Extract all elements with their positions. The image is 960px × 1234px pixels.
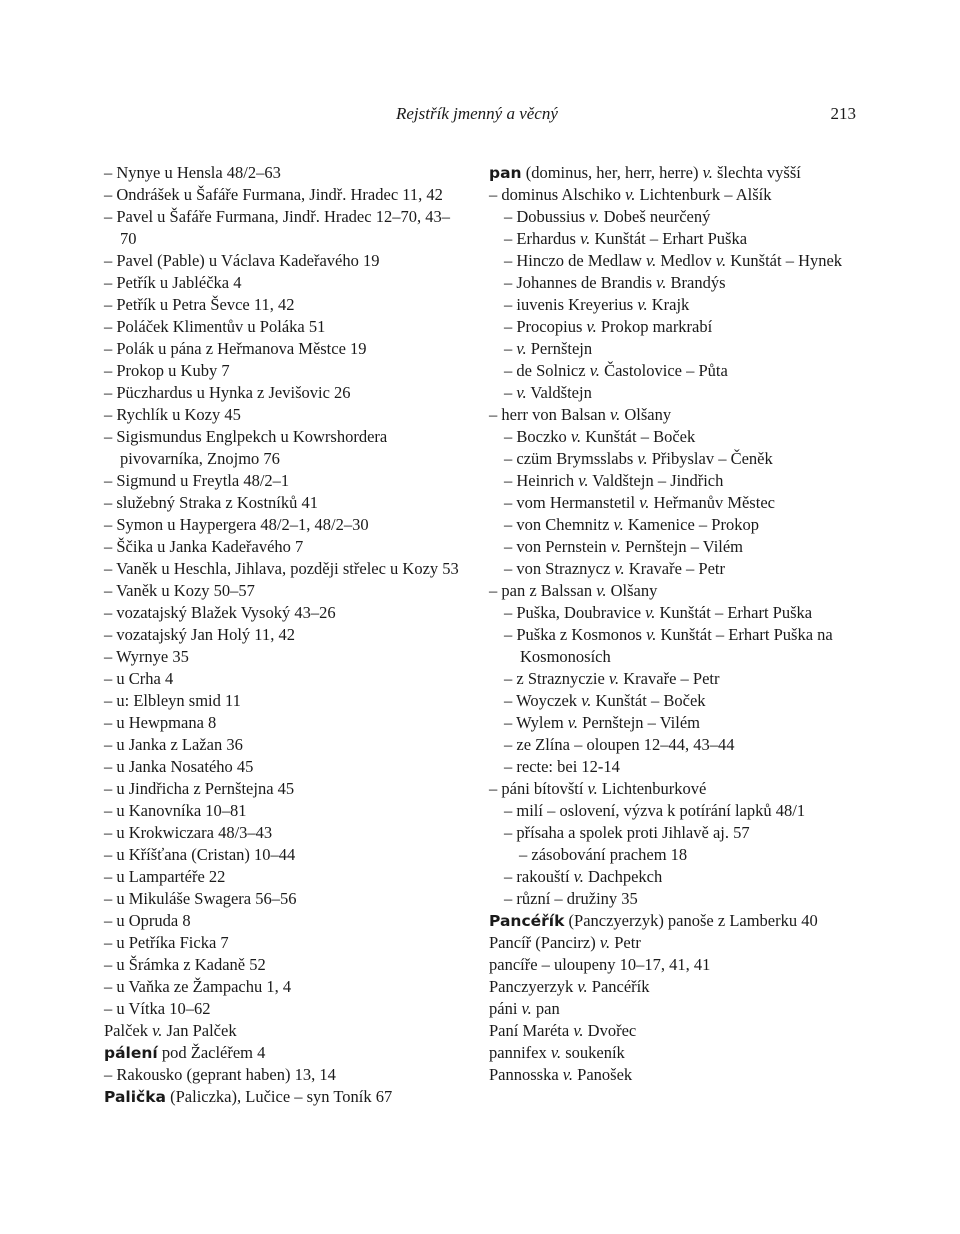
entry-text: pod Žacléřem 4	[157, 1043, 266, 1062]
index-entry	[104, 1086, 464, 1108]
index-entry	[504, 382, 859, 404]
index-entry	[104, 382, 464, 404]
index-entry	[504, 206, 859, 228]
index-entry	[504, 888, 859, 910]
entry-text: – Petřík u Petra Ševce 11, 42	[104, 295, 295, 314]
index-entry	[104, 690, 464, 712]
entry-text: páni v. pan	[489, 999, 560, 1018]
index-entry	[504, 690, 859, 712]
index-entry	[504, 624, 859, 668]
entry-text: – u Janka z Lažan 36	[104, 735, 243, 754]
entry-text: – de Solnicz v. Častolovice – Půta	[504, 361, 728, 380]
index-entry	[504, 536, 859, 558]
entry-text: – Woyczek v. Kunštát – Boček	[504, 691, 706, 710]
entry-text: – dominus Alschiko v. Lichtenburk – Alšík	[489, 185, 772, 204]
index-entry	[489, 1064, 859, 1086]
entry-text: – u Jindřicha z Pernštejna 45	[104, 779, 295, 798]
entry-text: – u: Elbleyn smid 11	[104, 691, 241, 710]
entry-text: – Puška z Kosmonos v. Kunštát – Erhart Puška na Kosmonosích	[504, 625, 833, 666]
entry-text: – u Lampartéře 22	[104, 867, 226, 886]
entry-text: Panczyerzyk v. Pancéřík	[489, 977, 650, 996]
index-entry	[104, 536, 464, 558]
entry-text: – pan z Balssan v. Olšany	[489, 581, 658, 600]
index-entry	[104, 932, 464, 954]
entry-text: – Erhardus v. Kunštát – Erhart Puška	[504, 229, 748, 248]
index-entry	[504, 822, 859, 844]
entry-text: (Paliczka), Lučice – syn Toník 67	[166, 1087, 393, 1106]
entry-text: – Prokop u Kuby 7	[104, 361, 230, 380]
index-entry	[504, 602, 859, 624]
entry-text: – služebný Straka z Kostníků 41	[104, 493, 319, 512]
index-entry	[104, 668, 464, 690]
entry-text: – vom Hermanstetil v. Heřmanův Městec	[504, 493, 775, 512]
entry-text: – vozatajský Jan Holý 11, 42	[104, 625, 295, 644]
entry-text: Palček v. Jan Palček	[104, 1021, 237, 1040]
index-entry	[104, 624, 464, 646]
index-entry	[104, 602, 464, 624]
entry-text: – u Krokwiczara 48/3–43	[104, 823, 273, 842]
entry-text: – Dobussius v. Dobeš neurčený	[504, 207, 711, 226]
index-entry	[504, 712, 859, 734]
index-entry	[104, 734, 464, 756]
entry-text: – Vaněk u Kozy 50–57	[104, 581, 255, 600]
entry-text: – Sigmund u Freytla 48/2–1	[104, 471, 290, 490]
entry-text: – u Crha 4	[104, 669, 174, 688]
index-entry	[104, 162, 464, 184]
entry-text: – Ščika u Janka Kadeřavého 7	[104, 537, 304, 556]
index-entry	[504, 558, 859, 580]
entry-text: Paní Maréta v. Dvořec	[489, 1021, 637, 1040]
entry-text: – herr von Balsan v. Olšany	[489, 405, 672, 424]
index-entry	[104, 492, 464, 514]
index-entry	[504, 448, 859, 470]
index-entry	[489, 976, 859, 998]
index-entry	[504, 294, 859, 316]
index-entry	[504, 668, 859, 690]
entry-text: – Boczko v. Kunštát – Boček	[504, 427, 696, 446]
index-entry	[489, 1042, 859, 1064]
entry-text: – u Janka Nosatého 45	[104, 757, 254, 776]
index-entry	[104, 866, 464, 888]
entry-text: – iuvenis Kreyerius v. Krajk	[504, 295, 690, 314]
index-entry	[104, 272, 464, 294]
entry-text: – Johannes de Brandis v. Brandýs	[504, 273, 726, 292]
index-entry	[104, 294, 464, 316]
index-entry	[489, 404, 859, 426]
index-entry	[104, 558, 464, 580]
index-entry	[104, 514, 464, 536]
index-entry	[489, 184, 859, 206]
index-entry	[504, 250, 859, 272]
index-entry	[104, 998, 464, 1020]
index-entry	[504, 470, 859, 492]
entry-text: Pannosska v. Panošek	[489, 1065, 633, 1084]
entry-text: – von Pernstein v. Pernštejn – Vilém	[504, 537, 744, 556]
entry-text: – Wylem v. Pernštejn – Vilém	[504, 713, 701, 732]
entry-text: – Ondrášek u Šafáře Furmana, Jindř. Hradec 11, 42	[104, 185, 443, 204]
running-title: Rejstřík jmenný a věcný	[396, 104, 558, 123]
index-entry	[489, 954, 859, 976]
entry-text: – u Vaňka ze Žampachu 1, 4	[104, 977, 292, 996]
index-entry	[489, 162, 859, 184]
index-entry	[104, 910, 464, 932]
entry-text: – Rakousko (geprant haben) 13, 14	[104, 1065, 336, 1084]
entry-text: – Heinrich v. Valdštejn – Jindřich	[504, 471, 724, 490]
entry-text: – u Kříšťana (Cristan) 10–44	[104, 845, 296, 864]
entry-text: – Vaněk u Heschla, Jihlava, později střelec u Kozy 53	[104, 559, 459, 578]
index-entry	[504, 360, 859, 382]
index-entry	[104, 756, 464, 778]
index-entry	[104, 404, 464, 426]
entry-text: – u Šrámka z Kadaně 52	[104, 955, 266, 974]
index-entry	[489, 1020, 859, 1042]
entry-text: – Pavel (Pable) u Václava Kadeřavého 19	[104, 251, 380, 270]
index-entry	[104, 778, 464, 800]
entry-text: – rakouští v. Dachpekch	[504, 867, 663, 886]
entry-text: – vozatajský Blažek Vysoký 43–26	[104, 603, 336, 622]
entry-text: – páni bítovští v. Lichtenburkové	[489, 779, 707, 798]
running-header	[0, 104, 960, 130]
entry-text: pannifex v. soukeník	[489, 1043, 625, 1062]
index-entry	[104, 316, 464, 338]
entry-text: (dominus, her, herr, herre) v. šlechta vyšší	[521, 163, 801, 182]
index-entry	[104, 338, 464, 360]
index-entry	[489, 580, 859, 602]
index-entry	[504, 800, 859, 822]
entry-text: – u Opruda 8	[104, 911, 191, 930]
index-entry	[504, 316, 859, 338]
index-entry	[104, 426, 464, 470]
entry-text: – Poláček Klimentův u Poláka 51	[104, 317, 326, 336]
index-entry	[104, 646, 464, 668]
entry-text: – Püczhardus u Hynka z Jevišovic 26	[104, 383, 351, 402]
entry-text: – Pavel u Šafáře Furmana, Jindř. Hradec 12–70, 43–70	[104, 207, 450, 248]
index-entry	[104, 954, 464, 976]
entry-text: – Petřík u Jabléčka 4	[104, 273, 242, 292]
index-column-right	[489, 162, 859, 1086]
index-entry	[104, 580, 464, 602]
index-entry	[104, 822, 464, 844]
index-entry	[104, 844, 464, 866]
index-entry	[104, 1020, 464, 1042]
entry-text: pancíře – uloupeny 10–17, 41, 41	[489, 955, 711, 974]
index-entry	[104, 800, 464, 822]
entry-text: – u Vítka 10–62	[104, 999, 211, 1018]
entry-text: – Hinczo de Medlaw v. Medlov v. Kunštát – Hynek	[504, 251, 843, 270]
entry-text: – Wyrnye 35	[104, 647, 189, 666]
index-entry	[104, 360, 464, 382]
index-entry	[104, 1042, 464, 1064]
entry-text: – u Petříka Ficka 7	[104, 933, 229, 952]
entry-text: – různí – družiny 35	[504, 889, 638, 908]
index-entry	[504, 338, 859, 360]
index-entry	[104, 184, 464, 206]
entry-text: – von Straznycz v. Kravaře – Petr	[504, 559, 726, 578]
index-entry	[519, 844, 859, 866]
index-column-left	[104, 162, 464, 1108]
entry-text: – u Kanovníka 10–81	[104, 801, 247, 820]
index-entry	[489, 778, 859, 800]
entry-headword: Pancéřík	[489, 912, 565, 930]
index-entry	[104, 888, 464, 910]
entry-headword: pálení	[104, 1044, 158, 1062]
entry-text: Pancíř (Pancirz) v. Petr	[489, 933, 641, 952]
entry-text: – recte: bei 12-14	[504, 757, 620, 776]
index-entry	[504, 492, 859, 514]
index-entry	[504, 272, 859, 294]
entry-text: – přísaha a spolek proti Jihlavě aj. 57	[504, 823, 750, 842]
entry-text: – czüm Brymsslabs v. Přibyslav – Čeněk	[504, 449, 773, 468]
entry-text: – z Straznyczie v. Kravaře – Petr	[504, 669, 720, 688]
index-entry	[489, 998, 859, 1020]
entry-text: – Rychlík u Kozy 45	[104, 405, 241, 424]
index-entry	[504, 228, 859, 250]
index-entry	[504, 514, 859, 536]
entry-text: – Symon u Haypergera 48/2–1, 48/2–30	[104, 515, 369, 534]
entry-text: – zásobování prachem 18	[519, 845, 688, 864]
index-entry	[504, 426, 859, 448]
index-entry	[104, 976, 464, 998]
entry-text: – von Chemnitz v. Kamenice – Prokop	[504, 515, 759, 534]
index-entry	[104, 250, 464, 272]
entry-text: – milí – oslovení, výzva k potírání lapků 48/1	[504, 801, 806, 820]
index-entry	[489, 910, 859, 932]
entry-text: – Polák u pána z Heřmanova Městce 19	[104, 339, 367, 358]
index-entry	[104, 1064, 464, 1086]
entry-text: – Sigismundus Englpekch u Kowrshordera pivovarníka, Znojmo 76	[104, 427, 388, 468]
index-entry	[489, 932, 859, 954]
index-entry	[504, 866, 859, 888]
entry-text: – ze Zlína – oloupen 12–44, 43–44	[504, 735, 735, 754]
entry-text: – Puška, Doubravice v. Kunštát – Erhart Puška	[504, 603, 813, 622]
index-entry	[104, 712, 464, 734]
entry-text: – u Mikuláše Swagera 56–56	[104, 889, 297, 908]
page-number: 213	[830, 104, 856, 123]
entry-text: – v. Valdštejn	[504, 383, 592, 402]
entry-headword: Palička	[104, 1088, 166, 1106]
entry-text: (Panczyerzyk) panoše z Lamberku 40	[564, 911, 818, 930]
entry-text: – v. Pernštejn	[504, 339, 593, 358]
index-entry	[104, 206, 464, 250]
entry-text: – Procopius v. Prokop markrabí	[504, 317, 713, 336]
index-entry	[104, 470, 464, 492]
entry-headword: pan	[489, 164, 522, 182]
index-entry	[504, 756, 859, 778]
entry-text: – Nynye u Hensla 48/2–63	[104, 163, 281, 182]
entry-text: – u Hewpmana 8	[104, 713, 217, 732]
index-entry	[504, 734, 859, 756]
